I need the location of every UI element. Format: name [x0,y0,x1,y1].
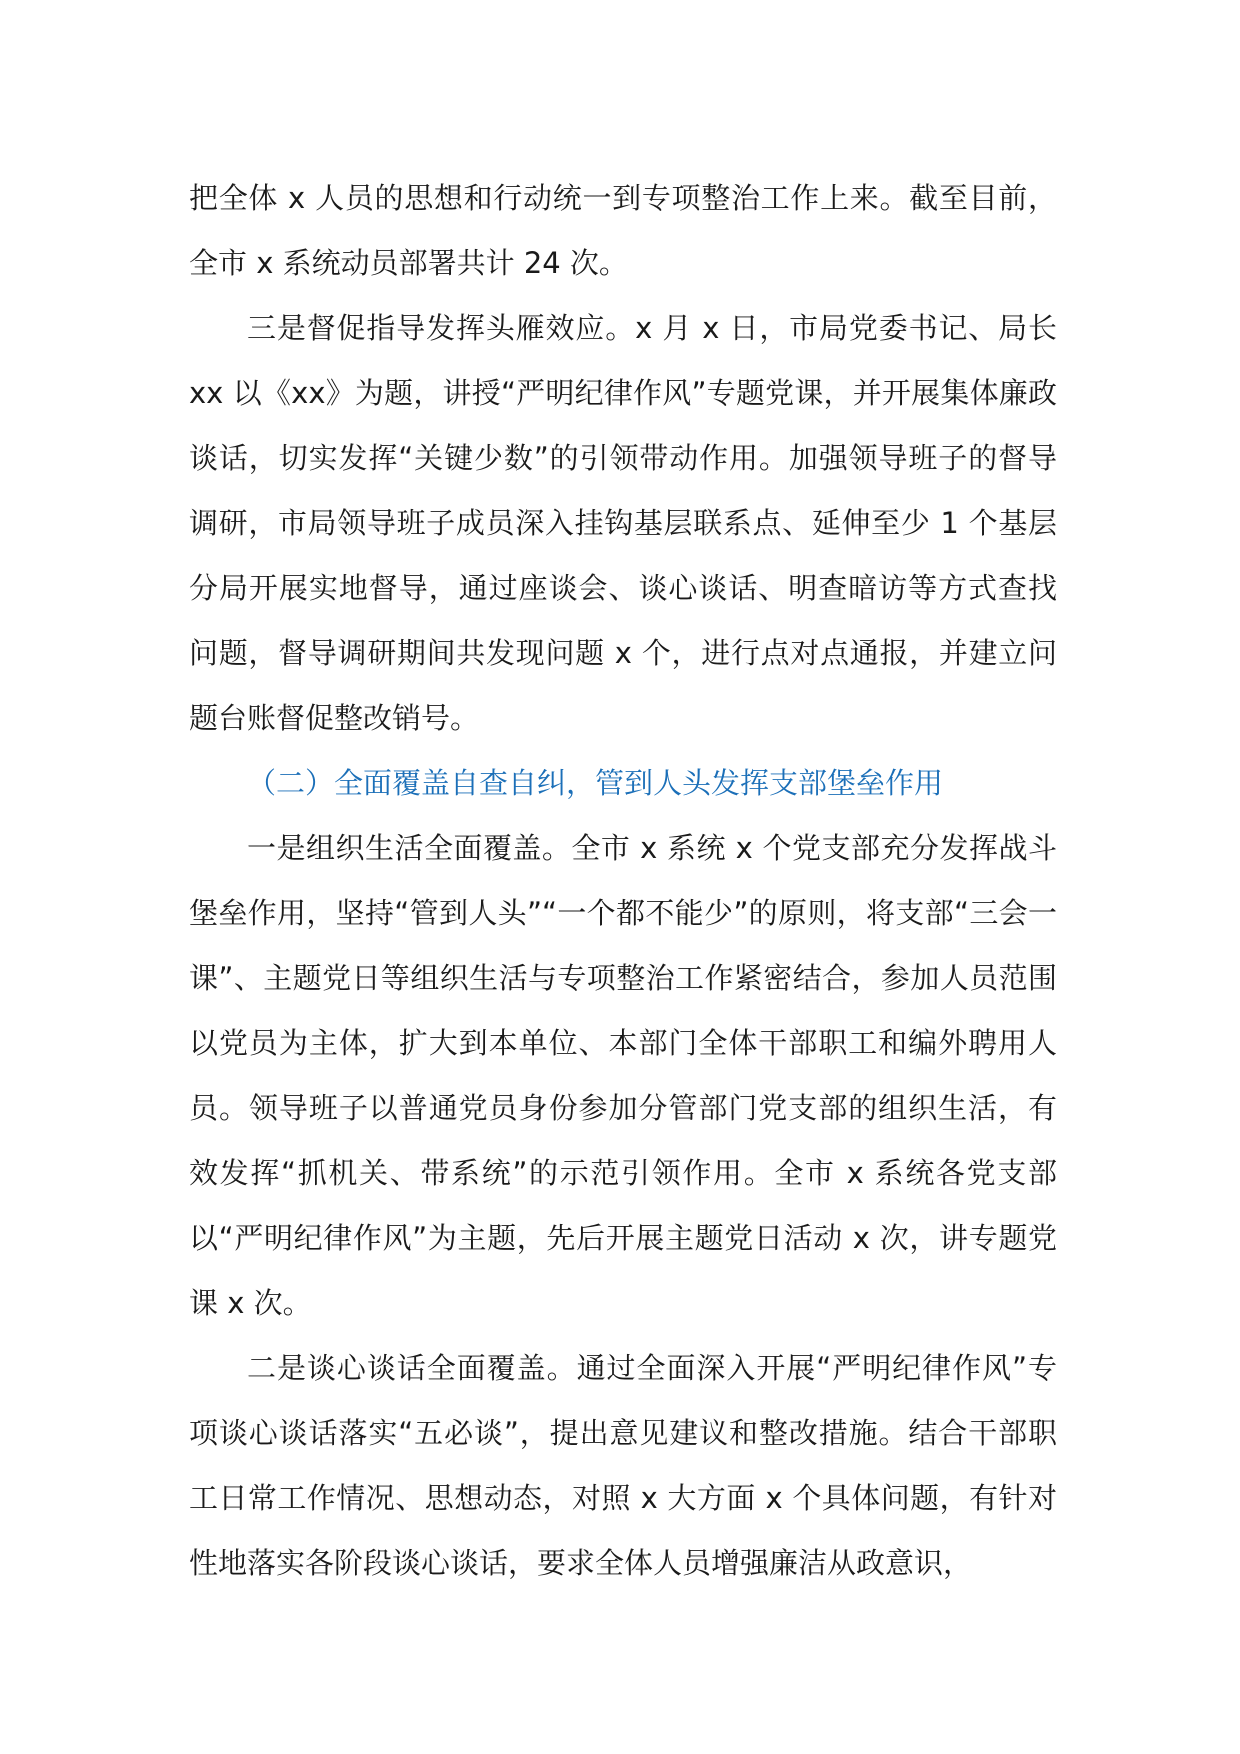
document-body [189,166,1057,1596]
paragraph-mobilization-continued: 把全体 x 人员的思想和行动统一到专项整治工作上来。截至目前，全市 x 系统动员部署共计 24 次。 [189,181,1057,280]
paragraph-heart-to-heart-talks: 二是谈心谈话全面覆盖。通过全面深入开展“严明纪律作风”专项谈心谈话落实“五必谈”，提出意见建议和整改措施。结合干部职工日常工作情况、思想动态，对照 x 大方面 x 个具体问题，有针对性地落实各阶段谈心谈话，要求全体人员增强廉洁从政意识， [189,1351,1057,1580]
paragraph-organizational-life: 一是组织生活全面覆盖。全市 x 系统 x 个党支部充分发挥战斗堡垒作用，坚持“管到人头”“一个都不能少”的原则，将支部“三会一课”、主题党日等组织生活与专项整治工作紧密结合，参加人员范围以党员为主体，扩大到本单位、本部门全体干部职工和编外聘用人员。领导班子以普通党员身份参加分管部门党支部的组织生活，有效发挥“抓机关、带系统”的示范引领作用。全市 x 系统各党支部以“严明纪律作风”为主题，先后开展主题党日活动 x 次，讲专题党课 x 次。 [189,831,1057,1320]
section-heading-self-inspection: （二）全面覆盖自查自纠，管到人头发挥支部堡垒作用 [247,766,944,800]
paragraph-supervision-guidance: 三是督促指导发挥头雁效应。x 月 x 日，市局党委书记、局长 xx 以《xx》为题，讲授“严明纪律作风”专题党课，并开展集体廉政谈话，切实发挥“关键少数”的引领带动作用。加强领导班子的督导调研，市局领导班子成员深入挂钩基层联系点、延伸至少 1 个基层分局开展实地督导，通过座谈会、谈心谈话、明查暗访等方式查找问题，督导调研期间共发现问题 x 个，进行点对点通报，并建立问题台账督促整改销号。 [189,311,1057,735]
